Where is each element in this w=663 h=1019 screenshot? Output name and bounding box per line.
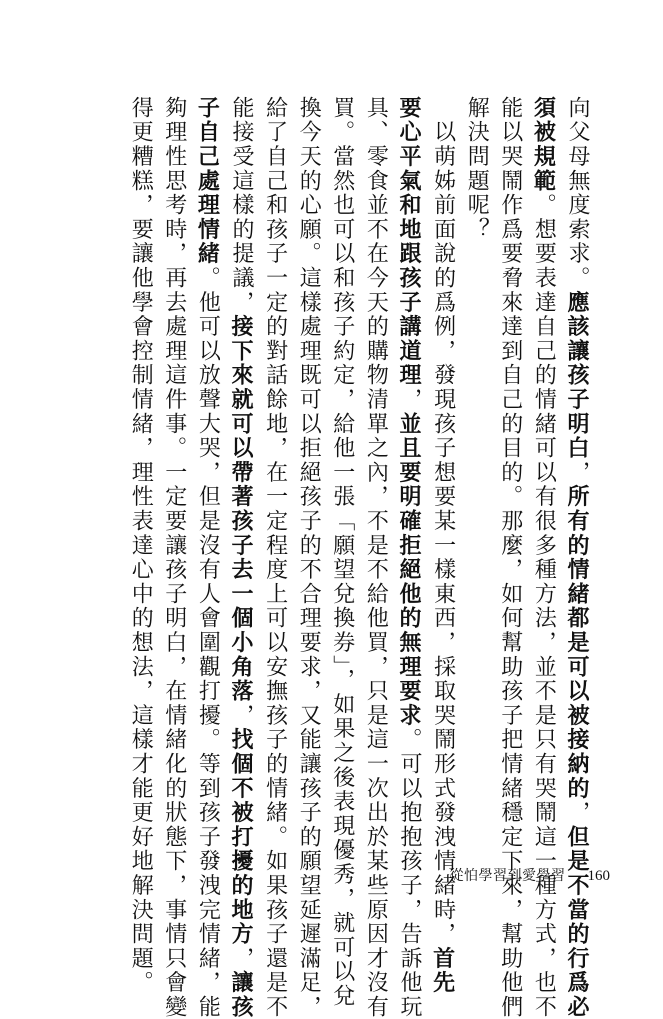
text-column [325, 96, 359, 1009]
text-column [426, 96, 460, 996]
text-run: 向父母無度索求。 [565, 96, 590, 291]
text-run: 能接受這樣的提議， [229, 96, 254, 315]
text-column [157, 96, 191, 1019]
bold-text-run: 但是不當的行爲必 [564, 825, 590, 1019]
bold-text-run: 找個不被打擾的地方 [228, 727, 254, 947]
page-footer [420, 865, 610, 885]
text-run: 。可以抱抱孩子，告訴他玩 [397, 727, 422, 1019]
text-column [392, 96, 426, 1019]
bold-text-run: 應該讓孩子明白 [564, 290, 590, 461]
bold-text-run: 所有的情緒都是可以被接納的 [564, 484, 590, 801]
text-column [459, 96, 493, 816]
text-run: 以萌姊前面說的爲例，發現孩子想要某一樣東西，採取哭鬧形式發洩情緒時， [430, 96, 456, 947]
page-number: 160 [587, 868, 610, 884]
text-run: ， [229, 946, 254, 971]
text-run: 。想要表達自己的情緒可以有很多種方法，並不是只有哭鬧這一種方式，也不 [531, 193, 557, 1019]
text-column [291, 96, 325, 1019]
bold-text-run: 要心平氣和地跟孩子講道理 [396, 96, 422, 388]
text-run: 換今天的心願。這樣處理既可以拒絕孩子的不合理要求，又能讓孩子的願望延遲滿足， [296, 96, 322, 1019]
text-column [358, 96, 392, 1019]
text-run: ， [565, 800, 590, 826]
text-run: ， [229, 703, 254, 728]
text-column [224, 96, 258, 1019]
text-run: 。他可以放聲大哭，但是沒有人會圍觀打擾。等到孩子發洩完情緒，能 [195, 266, 221, 1019]
running-book-title: 從怕學習到愛學習 [449, 868, 566, 884]
text-column [258, 96, 292, 1019]
bold-text-run: 子自己處理情緒 [194, 96, 221, 267]
bold-text-run: 並且要明確拒絕他的無理要求 [396, 411, 422, 728]
text-run: ， [397, 387, 422, 412]
bold-text-run: 首先 [429, 946, 456, 996]
text-run: 得更糟糕，要讓他學會控制情緒，理性表達心中的想法，這樣才能更好地解決問題。 [128, 96, 154, 996]
text-column [190, 96, 224, 1019]
text-run: 給了自己和孩子一定的對話餘地，在一定程度上可以安撫孩子的情緒。如果孩子還是不 [262, 96, 288, 1019]
bold-text-run: 須被規範 [530, 96, 557, 194]
text-run: 能以哭鬧作爲要脅來達到自己的目的。那麼，如何幫助孩子把情緒穩定下來，幫助他們 [497, 96, 523, 1019]
text-run: 解決問題呢？ [464, 96, 490, 242]
text-column [526, 96, 560, 1019]
text-run: ， [565, 460, 590, 485]
text-run: 買。當然也可以和孩子約定，給他一張「願望兌換券」，如果之後表現優秀，就可以兌 [329, 96, 355, 1009]
text-run: 具、零食並不在今天的購物清單之內，不是不給他買，只是這一次出於某些原因才沒有 [363, 96, 389, 1019]
text-column [123, 96, 157, 996]
text-run: 夠理性思考時，再去處理這件事。一定要讓孩子明白，在情緒化的狀態下，事情只會變 [161, 96, 187, 1019]
text-column [560, 96, 594, 1019]
text-column [493, 96, 527, 1019]
bold-text-run: 讓孩 [228, 970, 254, 1019]
bold-text-run: 接下來就可以帶著孩子去一個小角落 [228, 314, 254, 704]
